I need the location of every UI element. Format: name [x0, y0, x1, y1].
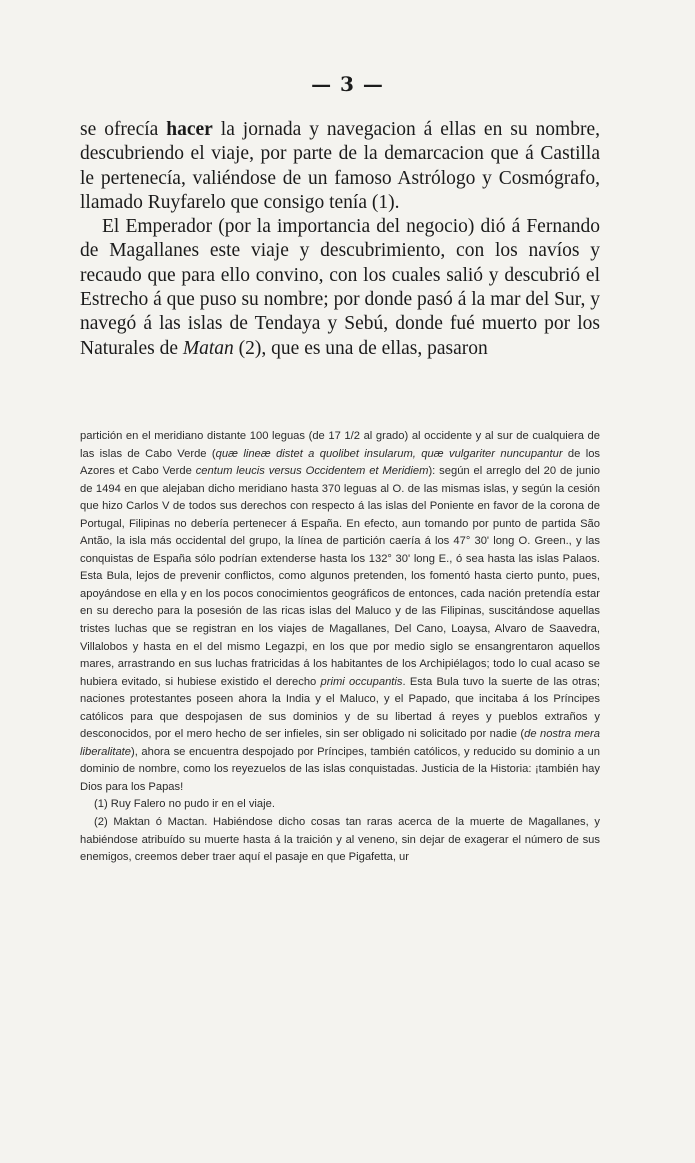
note-text-run: ), ahora se encuentra despojado por Príncipes, también católicos, y reducido su dominio a un dominio de nombre, como los reyezuelos de las islas conquistadas. Justicia de la Historia: ¡también hay Dios para los Papas!	[80, 745, 600, 793]
footnotes	[80, 428, 600, 867]
main-paragraph-2	[80, 215, 600, 361]
note-text-run: centum leucis versus Occidentem et Meridiem	[195, 465, 429, 478]
note-text-run: de nostra mera liberalitate	[80, 728, 600, 758]
main-text-run: se ofrecía	[80, 119, 167, 140]
note-text-run: partición en el meridiano distante 100 leguas (de 17 1/2 al grado) al occidente y al sur de cualquiera de las islas de Cabo Verde (	[80, 430, 600, 460]
main-text-run: Matan	[182, 337, 234, 359]
note-text-run: quæ lineæ distet a quolibet insularum, quæ vulgariter nuncupantur	[215, 447, 563, 460]
note-text-run: primi occupantis	[320, 675, 403, 688]
note-text-run: ): según el arreglo del 20 de junio de 1494 en que alejaban dicho meridiano hasta 370 leguas al O. de las mismas islas, y según la cesión que hizo Carlos V de todos sus derechos con respecto á las islas del Poniente en favor de la corona de Portugal, Filipinas no debería pertenecer á España. En efecto, aun tomando por punto de partida São Antão, la isla más occidental del grupo, la línea de partición caería á los 47° 30' long O. Green., y las conquistas de España sólo podrían extenderse hasta los 132° 30' long E., ó sea hasta las islas Palaos. Esta Bula, lejos de prevenir conflictos, como algunos pretenden, los fomentó hasta cierto punto, pues, apoyándose en ella y en los pocos conocimientos geográficos de entonces, cada nación pretendía estar en su derecho para la posesión de las ricas islas del Maluco y de las Filipinas, suscitándose aquellas tristes luchas que se registran en los viajes de Magallanes, Del Cano, Loaysa, Alvaro de Saavedra, Villalobos y hasta en el del mismo Legazpi, en los que por medio siglo se ensangrentaron aquellos mares, arrastrando en sus luchas fratricidas á los habitantes de los Archipiélagos; todo lo cual acaso se hubiera evitado, si hubiese existido el derecho	[80, 465, 600, 688]
main-text-run: El Emperador (por la importancia del negocio) dió á Fernando de Magallanes este viaje y descubrimiento, con los navíos y recaudo que para ello convino, con los cuales salió y descubrió el Estrecho á que puso su nombre; por donde pasó á la mar del Sur, y navegó á las islas de Tendaya y Sebú, donde fué muerto por los Naturales de	[80, 216, 600, 359]
footnote-2: (2) Maktan ó Mactan. Habiéndose dicho cosas tan raras acerca de la muerte de Magallanes, y habiéndose atribuído su muerte hasta á la traición y al veneno, sin dejar de exagerar el número de sus enemigos, creemos deber traer aquí el pasaje en que Pigafetta, ur	[80, 816, 600, 864]
main-text-run: (2), que es una de ellas, pasaron	[233, 337, 488, 359]
main-text-run: hacer	[166, 119, 213, 140]
main-text	[80, 118, 600, 361]
note-text-run: . Esta Bula tuvo la suerte de las otras; naciones protestantes poseen ahora la India y el Maluco, y el Papado, que incitaba á los Príncipes católicos para que despojasen de sus dominios y de su libertad á reyes y pueblos extraños y desconocidos, por el mero hecho de ser infieles, sin ser obligado ni solicitado por nadie (	[80, 675, 600, 741]
note-text-run: de los Azores et Cabo Verde	[80, 447, 601, 478]
footnote-1: (1) Ruy Falero no pudo ir en el viaje.	[94, 798, 275, 811]
footnote-continuation	[80, 428, 600, 796]
page-number: — 3 —	[311, 72, 384, 96]
main-paragraph-1	[80, 118, 600, 215]
main-text-run: la jornada y navegacion á ellas en su nombre, descubriendo el viaje, por parte de la demarcacion que á Castilla le pertenecía, valiéndose de un famoso Astrólogo y Cosmógrafo, llamado Ruyfarelo que consigo tenía (1).	[80, 119, 600, 213]
